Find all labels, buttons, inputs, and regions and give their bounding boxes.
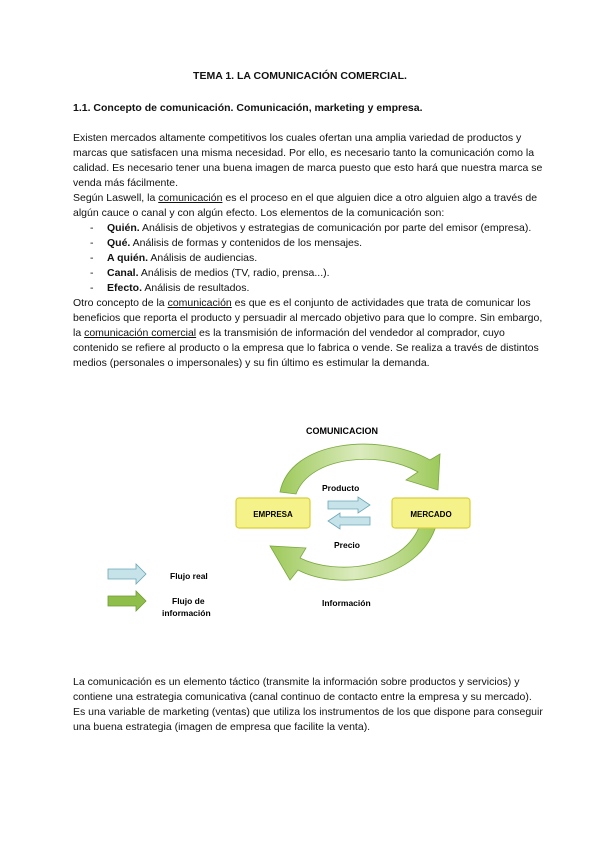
element-label: Quién. xyxy=(107,222,140,234)
laswell-after: es el proceso en el que alguien dice a otro alguien algo a través de algún cauce o canal y con algún efecto. Los elementos de la comunicación son: xyxy=(73,192,538,219)
intro-paragraph xyxy=(73,131,543,221)
list-dash: - xyxy=(90,252,94,264)
element-label: Efecto. xyxy=(107,282,143,294)
element-label: A quién. xyxy=(107,252,149,264)
precio-label: Precio xyxy=(334,540,360,550)
list-dash: - xyxy=(90,237,94,249)
element-label: Canal. xyxy=(107,267,139,279)
list-item xyxy=(73,281,543,296)
other-concept-text-1: Otro concepto de la xyxy=(73,297,168,309)
legend-info-arrow xyxy=(108,591,146,611)
other-concept-term-1: comunicación xyxy=(167,297,232,309)
list-item xyxy=(73,221,543,236)
section-title: 1.1. Concepto de comunicación. Comunicación, marketing y empresa. xyxy=(73,102,423,114)
list-dash: - xyxy=(90,267,94,279)
legend-real-arrow xyxy=(108,564,146,584)
laswell-before: Según Laswell, la xyxy=(73,192,159,204)
precio-arrow xyxy=(328,513,370,529)
list-item xyxy=(73,251,543,266)
laswell-term: comunicación xyxy=(158,192,223,204)
communication-elements-list xyxy=(73,221,543,371)
element-text: Análisis de formas y contenidos de los mensajes. xyxy=(130,237,363,249)
legend-real-label: Flujo real xyxy=(170,571,208,581)
element-text: Análisis de medios (TV, radio, prensa...). xyxy=(138,267,330,279)
legend-info-label-1: Flujo de xyxy=(172,596,205,606)
other-concept-text-2: es que es el conjunto de actividades que trata de comunicar los beneficios que reporta el producto y persuadir al mercado objetivo para que lo compre. Sin embargo, la xyxy=(73,297,543,339)
legend-info-label-2: información xyxy=(162,608,211,618)
top-flow-arrow xyxy=(280,444,440,494)
other-concept-term-2: comunicación comercial xyxy=(84,327,197,339)
element-label: Qué. xyxy=(107,237,131,249)
closing-paragraph: La comunicación es un elemento táctico (transmite la información sobre productos y servicios) y contiene una estrategia comunicativa (canal continuo de contacto entre la empresa y su mercado). Es una variable de marketing (ventas) que utiliza los instrumentos de los que dispone para conseguir una buena estrategia (imagen de empresa que facilite la venta). xyxy=(73,676,543,733)
element-text: Análisis de resultados. xyxy=(142,282,250,294)
list-dash: - xyxy=(90,222,94,234)
list-dash: - xyxy=(90,282,94,294)
other-concept-text-3: es la transmisión de información del vendedor al comprador, cuyo contenido se refiere al producto o la empresa que lo fabrica o vende. Se realiza a través de distintos medios (personales o impersonales) y su fin último es estimular la demanda. xyxy=(73,327,539,369)
communication-diagram xyxy=(100,410,500,630)
other-concept-paragraph xyxy=(73,296,543,371)
element-text: Análisis de audiencias. xyxy=(148,252,258,264)
top-label: COMUNICACION xyxy=(306,426,378,436)
element-text: Análisis de objetivos y estrategias de comunicación por parte del emisor (empresa). xyxy=(139,222,532,234)
mercado-label: MERCADO xyxy=(410,510,452,519)
intro-text: Existen mercados altamente competitivos los cuales ofertan una amplia variedad de productos y marcas que satisfacen una misma necesidad. Por ello, es necesario tanto la comunicación como la calidad. Es necesario tener una buena imagen de marca puesto que esto hará que nuestra marca se venda más fácilmente. xyxy=(73,132,543,189)
producto-arrow xyxy=(328,497,370,513)
list-item xyxy=(73,266,543,281)
informacion-label: Información xyxy=(322,598,371,608)
list-item xyxy=(73,236,543,251)
empresa-label: EMPRESA xyxy=(253,510,293,519)
document-title: TEMA 1. LA COMUNICACIÓN COMERCIAL. xyxy=(193,70,407,82)
producto-label: Producto xyxy=(322,483,360,493)
